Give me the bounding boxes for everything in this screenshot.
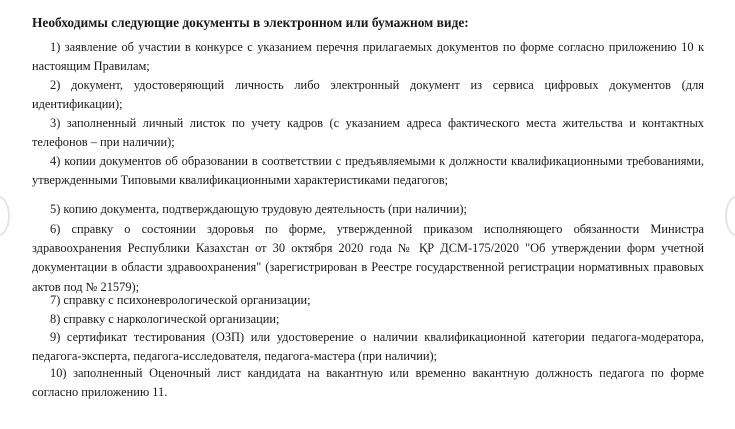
list-item-8: 8) справку с наркологической организации;: [50, 312, 280, 326]
list-item-5: 5) копию документа, подтверждающую трудовую деятельность (при наличии);: [50, 202, 467, 216]
list-item-1: 1) заявление об участии в конкурсе с указанием перечня прилагаемых документов по форме согласно приложению 10 к настоящим Правилам;: [32, 40, 704, 74]
list-item-9: 9) сертификат тестирования (ОЗП) или удостоверение о наличии квалификационной категории педагога-модератора, педагога-эксперта, педагога-исследователя, педагога-мастера (при наличии);: [32, 330, 704, 364]
list-item-6: 6) справку о состоянии здоровья по форме, утвержденной приказом исполняющего обязанности Министра здравоохранения Республики Казахстан от 30 октября 2020 года № ҚР ДСМ-175/2020 "Об утверждении форм учетной документации в области здравоохранения" (зарегистрирован в Реестре государственной регистрации нормативных правовых актов под № 21579);: [32, 222, 704, 294]
list-item-3: 3) заполненный личный листок по учету кадров (с указанием адреса фактического места жительства и контактных телефонов – при наличии);: [32, 116, 704, 150]
list-item-2: 2) документ, удостоверяющий личность либо электронный документ из сервиса цифровых документов (для идентификации);: [32, 78, 704, 112]
list-item-10: 10) заполненный Оценочный лист кандидата на вакантную или временно вакантную должность педагога по форме согласно приложению 11.: [32, 366, 704, 400]
list-item-4: 4) копии документов об образовании в соответствии с предъявляемыми к должности квалификационными требованиями, утвержденными Типовыми квалификационными характеристиками педагогов;: [32, 154, 704, 188]
list-item-7: 7) справку с психоневрологической организации;: [50, 293, 311, 307]
document-heading: Необходимы следующие документы в электронном или бумажном виде:: [32, 15, 469, 30]
